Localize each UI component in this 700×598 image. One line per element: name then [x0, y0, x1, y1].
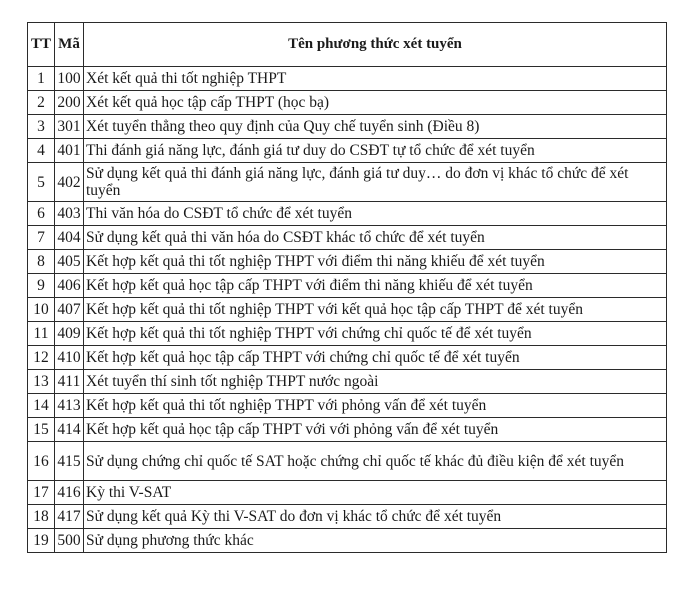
row-number: 16	[28, 442, 55, 481]
table-row	[28, 115, 667, 139]
method-code: 411	[55, 370, 84, 394]
row-number: 3	[28, 115, 55, 139]
method-name: Sử dụng kết quả thi văn hóa do CSĐT khác tổ chức để xét tuyển	[84, 226, 667, 250]
method-code: 417	[55, 505, 84, 529]
table-row	[28, 250, 667, 274]
method-code: 410	[55, 346, 84, 370]
method-code: 413	[55, 394, 84, 418]
method-name: Kết hợp kết quả thi tốt nghiệp THPT với điểm thi năng khiếu để xét tuyển	[84, 250, 667, 274]
table-header-row	[28, 23, 667, 67]
method-code: 404	[55, 226, 84, 250]
table-row	[28, 202, 667, 226]
table-row	[28, 67, 667, 91]
row-number: 13	[28, 370, 55, 394]
method-name: Kỳ thi V-SAT	[84, 481, 667, 505]
method-name: Thi đánh giá năng lực, đánh giá tư duy do CSĐT tự tổ chức để xét tuyển	[84, 139, 667, 163]
method-code: 402	[55, 163, 84, 202]
row-number: 4	[28, 139, 55, 163]
method-code: 403	[55, 202, 84, 226]
row-number: 17	[28, 481, 55, 505]
method-code: 414	[55, 418, 84, 442]
row-number: 14	[28, 394, 55, 418]
header-ma: Mã	[55, 23, 84, 67]
method-name: Sử dụng kết quả Kỳ thi V-SAT do đơn vị khác tổ chức để xét tuyển	[84, 505, 667, 529]
row-number: 11	[28, 322, 55, 346]
table-row	[28, 481, 667, 505]
table-row	[28, 442, 667, 481]
admission-methods-table	[27, 22, 667, 553]
method-code: 405	[55, 250, 84, 274]
method-name: Kết hợp kết quả thi tốt nghiệp THPT với phỏng vấn để xét tuyển	[84, 394, 667, 418]
table-row	[28, 505, 667, 529]
method-name: Kết hợp kết quả thi tốt nghiệp THPT với kết quả học tập cấp THPT để xét tuyển	[84, 298, 667, 322]
table-row	[28, 298, 667, 322]
table-row	[28, 322, 667, 346]
table-row	[28, 394, 667, 418]
method-code: 415	[55, 442, 84, 481]
row-number: 8	[28, 250, 55, 274]
method-name: Sử dụng kết quả thi đánh giá năng lực, đánh giá tư duy… do đơn vị khác tổ chức để xét tuyển	[84, 163, 667, 202]
row-number: 12	[28, 346, 55, 370]
method-code: 406	[55, 274, 84, 298]
method-name: Xét tuyển thí sinh tốt nghiệp THPT nước ngoài	[84, 370, 667, 394]
method-name: Kết hợp kết quả học tập cấp THPT với điểm thi năng khiếu để xét tuyển	[84, 274, 667, 298]
method-code: 401	[55, 139, 84, 163]
row-number: 2	[28, 91, 55, 115]
table-row	[28, 529, 667, 553]
table-row	[28, 370, 667, 394]
method-code: 409	[55, 322, 84, 346]
table-row	[28, 346, 667, 370]
table-row	[28, 139, 667, 163]
method-name: Sử dụng chứng chỉ quốc tế SAT hoặc chứng chỉ quốc tế khác đủ điều kiện để xét tuyển	[84, 442, 667, 481]
table-row	[28, 226, 667, 250]
method-code: 500	[55, 529, 84, 553]
method-code: 416	[55, 481, 84, 505]
method-name: Kết hợp kết quả học tập cấp THPT với chứng chỉ quốc tế để xét tuyển	[84, 346, 667, 370]
method-name: Kết hợp kết quả học tập cấp THPT với với phỏng vấn để xét tuyển	[84, 418, 667, 442]
row-number: 1	[28, 67, 55, 91]
header-tt: TT	[28, 23, 55, 67]
method-code: 301	[55, 115, 84, 139]
table-row	[28, 163, 667, 202]
method-name: Thi văn hóa do CSĐT tổ chức để xét tuyển	[84, 202, 667, 226]
row-number: 19	[28, 529, 55, 553]
row-number: 6	[28, 202, 55, 226]
method-name: Xét tuyển thẳng theo quy định của Quy chế tuyển sinh (Điều 8)	[84, 115, 667, 139]
method-code: 407	[55, 298, 84, 322]
method-name: Xét kết quả học tập cấp THPT (học bạ)	[84, 91, 667, 115]
table-row	[28, 418, 667, 442]
table-row	[28, 274, 667, 298]
method-name: Sử dụng phương thức khác	[84, 529, 667, 553]
row-number: 18	[28, 505, 55, 529]
method-code: 100	[55, 67, 84, 91]
row-number: 5	[28, 163, 55, 202]
method-code: 200	[55, 91, 84, 115]
table-row	[28, 91, 667, 115]
row-number: 7	[28, 226, 55, 250]
row-number: 15	[28, 418, 55, 442]
row-number: 9	[28, 274, 55, 298]
header-method-name: Tên phương thức xét tuyển	[84, 23, 667, 67]
method-name: Kết hợp kết quả thi tốt nghiệp THPT với chứng chỉ quốc tế để xét tuyển	[84, 322, 667, 346]
row-number: 10	[28, 298, 55, 322]
method-name: Xét kết quả thi tốt nghiệp THPT	[84, 67, 667, 91]
